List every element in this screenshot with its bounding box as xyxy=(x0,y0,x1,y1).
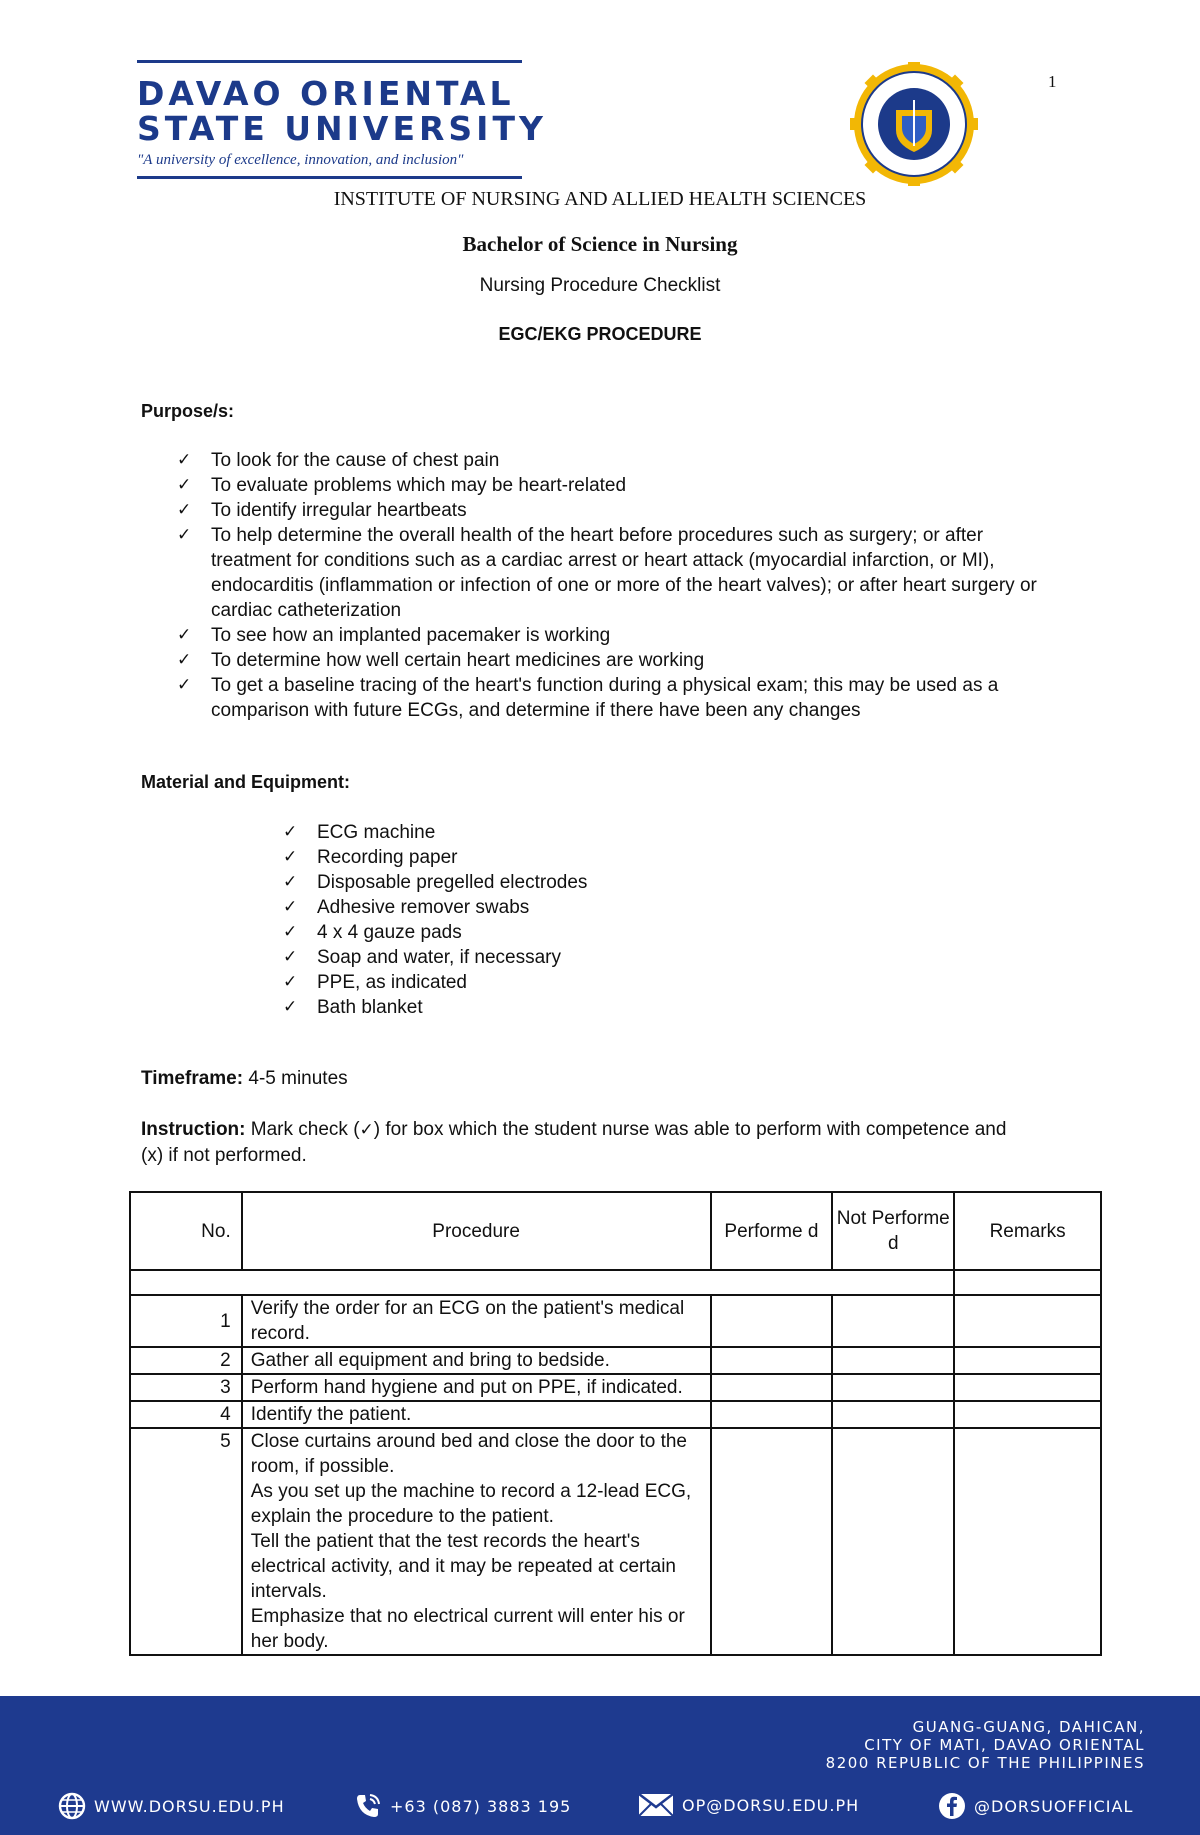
check-icon: ✓ xyxy=(283,847,298,867)
mail-icon xyxy=(638,1792,674,1818)
step-procedure: Close curtains around bed and close the door to the room, if possible. As you set up the machine to record a 12-lead ECG, explain the procedure to the patient. Tell the patient that the test records the heart's electrical activity, and it may be repeated at certain intervals. Emphasize that no electrical current will enter his or her body. xyxy=(242,1428,711,1655)
performed-cell[interactable] xyxy=(711,1401,833,1428)
check-icon: ✓ xyxy=(283,972,298,992)
col-header-procedure: Procedure xyxy=(242,1192,711,1270)
university-name-line1: DAVAO ORIENTAL xyxy=(137,74,515,113)
list-item: ✓ PPE, as indicated xyxy=(283,972,467,993)
performed-cell[interactable] xyxy=(711,1347,833,1374)
col-header-not-performed: Not Performe d xyxy=(832,1192,954,1270)
step-number: 4 xyxy=(130,1401,242,1428)
check-icon: ✓ xyxy=(177,475,192,495)
list-item: ✓ Soap and water, if necessary xyxy=(283,947,561,968)
col-header-performed: Performe d xyxy=(711,1192,833,1270)
procedure-table xyxy=(129,1191,1102,1656)
list-item: ✓ To evaluate problems which may be heart-related xyxy=(177,475,627,496)
col-header-no: No. xyxy=(130,1192,242,1270)
check-icon: ✓ xyxy=(177,500,192,520)
list-item: ✓ To get a baseline tracing of the heart's function during a physical exam; this may be used as a comparison with future ECGs, and determine if there have been any changes xyxy=(177,675,999,721)
spacer-cell xyxy=(130,1270,954,1295)
materials-heading: Material and Equipment: xyxy=(141,772,351,792)
table-row xyxy=(130,1295,1101,1347)
not-performed-cell[interactable] xyxy=(832,1401,954,1428)
remarks-cell[interactable] xyxy=(954,1428,1101,1655)
not-performed-cell[interactable] xyxy=(832,1374,954,1401)
check-icon: ✓ xyxy=(283,947,298,967)
facebook-icon xyxy=(938,1792,966,1820)
university-seal-logo xyxy=(838,62,990,186)
logo-bottom-rule xyxy=(137,176,522,179)
table-spacer-row xyxy=(130,1270,1101,1295)
table-row xyxy=(130,1374,1101,1401)
spacer-cell xyxy=(954,1270,1101,1295)
instruction-label: Instruction: xyxy=(141,1119,246,1140)
institute-name: INSTITUTE OF NURSING AND ALLIED HEALTH SCIENCES xyxy=(333,188,867,210)
step-procedure: Identify the patient. xyxy=(242,1401,711,1428)
degree-program: Bachelor of Science in Nursing xyxy=(462,232,738,256)
performed-cell[interactable] xyxy=(711,1374,833,1401)
list-item: ✓ 4 x 4 gauze pads xyxy=(283,922,462,943)
not-performed-cell[interactable] xyxy=(832,1428,954,1655)
check-icon: ✓ xyxy=(177,675,192,695)
list-item: ✓ Bath blanket xyxy=(283,997,423,1018)
step-procedure: Gather all equipment and bring to bedside. xyxy=(242,1347,711,1374)
list-item: ✓ To identify irregular heartbeats xyxy=(177,500,467,521)
list-item: ✓ To help determine the overall health of the heart before procedures such as surgery; or after treatment for conditions such as a cardiac arrest or heart attack (myocardial infarction, or MI), endocarditis (inflammation or infection of one or more of the heart valves); or after heart surgery or cardiac catheterization xyxy=(177,525,1037,621)
performed-cell[interactable] xyxy=(711,1428,833,1655)
not-performed-cell[interactable] xyxy=(832,1295,954,1347)
list-item: ✓ To see how an implanted pacemaker is working xyxy=(177,625,611,646)
checklist-title: Nursing Procedure Checklist xyxy=(479,275,721,296)
remarks-cell[interactable] xyxy=(954,1374,1101,1401)
remarks-cell[interactable] xyxy=(954,1401,1101,1428)
check-icon: ✓ xyxy=(177,525,192,545)
remarks-cell[interactable] xyxy=(954,1295,1101,1347)
step-procedure: Perform hand hygiene and put on PPE, if indicated. xyxy=(242,1374,711,1401)
university-name-line2: STATE UNIVERSITY xyxy=(137,109,547,148)
phone-icon xyxy=(354,1792,382,1820)
step-number: 5 xyxy=(130,1428,242,1655)
university-motto: "A university of excellence, innovation, and inclusion" xyxy=(137,152,464,168)
table-row xyxy=(130,1401,1101,1428)
purpose-heading: Purpose/s: xyxy=(141,401,235,421)
timeframe-value: 4-5 minutes xyxy=(243,1068,348,1089)
list-item: ✓ To look for the cause of chest pain xyxy=(177,450,500,471)
footer-website[interactable]: WWW.DORSU.EDU.PH xyxy=(58,1792,285,1820)
check-icon: ✓ xyxy=(283,872,298,892)
footer-email[interactable]: OP@DORSU.EDU.PH xyxy=(638,1792,859,1818)
list-item: ✓ Adhesive remover swabs xyxy=(283,897,530,918)
performed-cell[interactable] xyxy=(711,1295,833,1347)
instruction: Instruction: Mark check (✓) for box which the student nurse was able to perform with competence and (x) if not performed. xyxy=(141,1119,1007,1166)
table-row xyxy=(130,1428,1101,1655)
not-performed-cell[interactable] xyxy=(832,1347,954,1374)
list-item: ✓ To determine how well certain heart medicines are working xyxy=(177,650,705,671)
purpose-list xyxy=(177,448,1067,723)
list-item: ✓ Disposable pregelled electrodes xyxy=(283,872,588,893)
timeframe xyxy=(141,1068,348,1090)
page-number: 1 xyxy=(1048,72,1057,91)
check-icon: ✓ xyxy=(283,922,298,942)
check-icon: ✓ xyxy=(177,625,192,645)
footer-phone[interactable]: +63 (087) 3883 195 xyxy=(354,1792,571,1820)
check-icon: ✓ xyxy=(283,897,298,917)
step-number: 3 xyxy=(130,1374,242,1401)
col-header-remarks: Remarks xyxy=(954,1192,1101,1270)
step-number: 1 xyxy=(130,1295,242,1347)
check-icon: ✓ xyxy=(359,1120,374,1140)
footer-bar xyxy=(0,1696,1200,1835)
globe-icon xyxy=(58,1792,86,1820)
list-item: ✓ ECG machine xyxy=(283,822,436,843)
check-icon: ✓ xyxy=(177,650,192,670)
procedure-title: EGC/EKG PROCEDURE xyxy=(498,324,702,344)
table-header-row xyxy=(130,1192,1101,1270)
footer-address: GUANG-GUANG, DAHICAN, CITY OF MATI, DAVAO ORIENTAL 8200 REPUBLIC OF THE PHILIPPINES xyxy=(825,1718,1145,1772)
logo-top-rule xyxy=(137,60,522,63)
remarks-cell[interactable] xyxy=(954,1347,1101,1374)
step-number: 2 xyxy=(130,1347,242,1374)
materials-list xyxy=(283,820,783,1020)
footer-social[interactable]: @DORSUOFFICIAL xyxy=(938,1792,1133,1820)
table-row xyxy=(130,1347,1101,1374)
check-icon: ✓ xyxy=(177,450,192,470)
university-name xyxy=(137,76,547,146)
check-icon: ✓ xyxy=(283,822,298,842)
list-item: ✓ Recording paper xyxy=(283,847,458,868)
check-icon: ✓ xyxy=(283,997,298,1017)
step-procedure: Verify the order for an ECG on the patient's medical record. xyxy=(242,1295,711,1347)
timeframe-label: Timeframe: xyxy=(141,1068,244,1089)
